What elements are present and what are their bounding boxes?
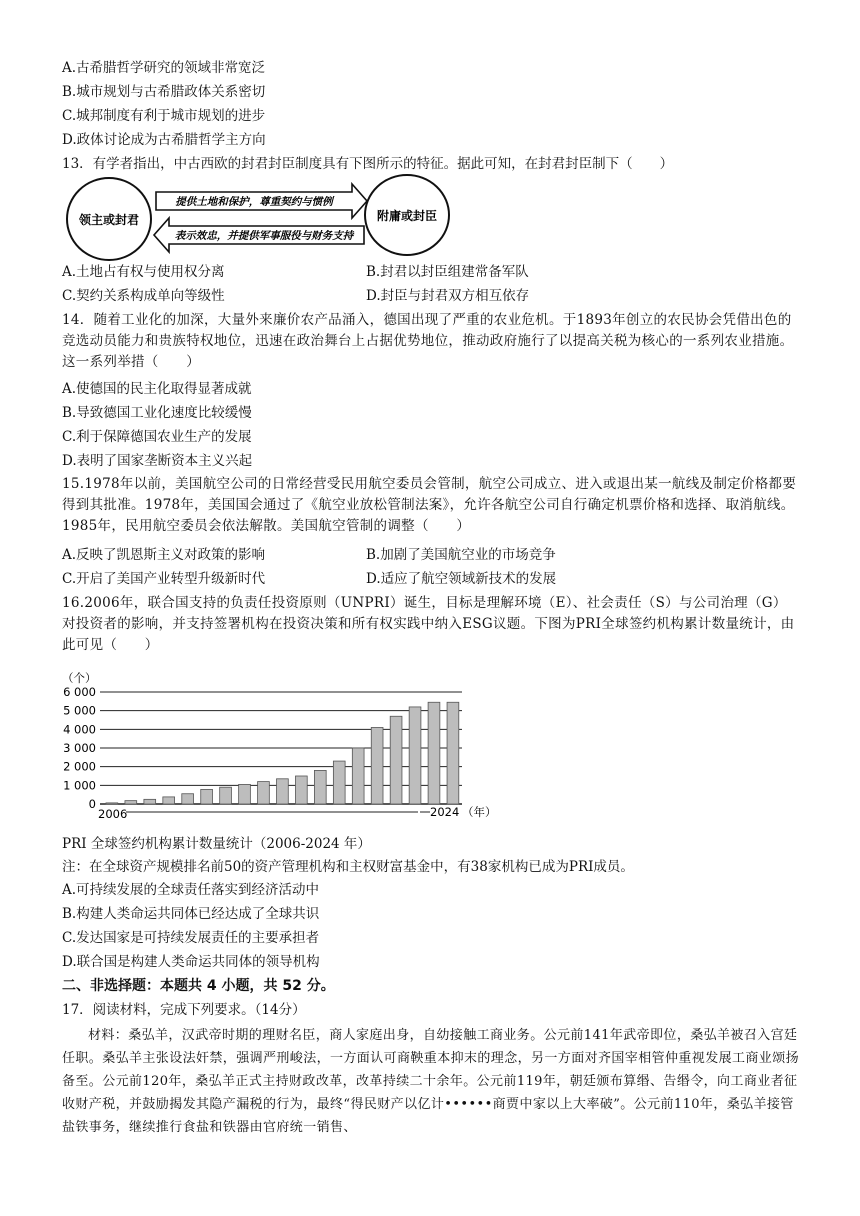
y-tick-label: 2 000 [63, 759, 96, 774]
q15-stem: 15.1978年以前，美国航空公司的日常经营受民用航空委员会管制，航空公司成立、进入或退出某一航线及制定价格都要得到其批准。1978年，美国国会通过了《航空业放松管制法案》，允许各航空公司自行确定机票价格和选择、取消航线。1985年，民用航空委员会依法解散。美国航空管制的调整（ ） [62, 476, 797, 534]
bar [106, 803, 118, 804]
bar [239, 784, 251, 804]
q15-option-a[interactable]: A.反映了凯恩斯主义对政策的影响 [62, 547, 266, 563]
y-tick-label: 5 000 [63, 703, 96, 718]
pri-signatories-bar-chart [60, 664, 500, 824]
bar [182, 794, 194, 804]
q14-stem: 14．随着工业化的加深，大量外来廉价农产品涌入，德国出现了严重的农业危机。于1893年创立的农民协会凭借出色的竞选动员能力和贵族特权地位，迅速在政治舞台上占据优势地位，推动政府施行了以提高关税为核心的一系列农业措施。这一系列举措（ ） [62, 312, 794, 370]
y-tick-label: 0 [88, 797, 96, 811]
q16-option-c[interactable]: C.发达国家是可持续发展责任的主要承担者 [62, 930, 320, 946]
q12-option-b[interactable]: B.城市规划与古希腊政体关系密切 [62, 84, 266, 100]
q12-option-c[interactable]: C.城邦制度有利于城市规划的进步 [62, 108, 266, 124]
bar [447, 702, 459, 804]
q16-option-d[interactable]: D.联合国是构建人类命运共同体的领导机构 [62, 954, 320, 970]
q15-option-b[interactable]: B.加剧了美国航空业的市场竞争 [366, 547, 556, 563]
bar [295, 776, 307, 804]
bar [409, 707, 421, 804]
y-tick-label: 3 000 [63, 741, 96, 755]
bar [201, 789, 213, 804]
q17-stem: 17．阅读材料，完成下列要求。（14分） [62, 1002, 306, 1018]
q16-option-b[interactable]: B.构建人类命运共同体已经达成了全球共识 [62, 906, 320, 922]
q12-option-d[interactable]: D.政体讨论成为古希腊哲学主方向 [62, 132, 266, 148]
q14-option-d[interactable]: D.表明了国家垄断资本主义兴起 [62, 453, 253, 469]
lord-obligation-text: 提供土地和保护，尊重契约与惯例 [175, 196, 333, 208]
q15-option-c[interactable]: C.开启了美国产业转型升级新时代 [62, 571, 266, 587]
bar [220, 787, 232, 804]
bar [428, 702, 440, 804]
feudal-relationship-diagram [64, 174, 464, 264]
bar [371, 727, 383, 804]
q16-option-a[interactable]: A.可持续发展的全球责任落实到经济活动中 [62, 882, 320, 898]
y-tick-label: 4 000 [63, 722, 96, 737]
bar [125, 801, 137, 804]
q13-option-c[interactable]: C.契约关系构成单向等级性 [62, 288, 225, 304]
q13-option-a[interactable]: A.土地占有权与使用权分离 [62, 264, 225, 280]
bar [333, 761, 345, 804]
q13-option-b[interactable]: B.封君以封臣组建常备军队 [366, 264, 529, 280]
lord-label: 领主或封君 [78, 213, 140, 227]
bar [277, 779, 289, 804]
q16-note: 注：在全球资产规模排名前50的资产管理机构和主权财富基金中，有38家机构已成为PRI成员。 [62, 859, 634, 875]
y-axis-unit: （个） [62, 671, 97, 685]
bar [314, 770, 326, 804]
q16-caption: PRI 全球签约机构累计数量统计（2006-2024 年） [62, 836, 371, 852]
vassal-obligation-text: 表示效忠，并提供军事服役与财务支持 [174, 230, 354, 242]
bar [352, 748, 364, 804]
bar [144, 799, 156, 804]
bar [258, 782, 270, 804]
bar [390, 716, 402, 804]
q14-option-c[interactable]: C.利于保障德国农业生产的发展 [62, 429, 252, 445]
x-end-label: 2024 [430, 805, 460, 819]
q14-option-b[interactable]: B.导致德国工业化速度比较缓慢 [62, 405, 252, 421]
x-start-label: 2006 [98, 807, 128, 821]
x-axis-unit: （年） [462, 805, 497, 819]
q13-stem: 13．有学者指出，中古西欧的封君封臣制度具有下图所示的特征。据此可知，在封君封臣制下（ ） [62, 156, 674, 172]
bar [163, 797, 175, 804]
q15-option-d[interactable]: D.适应了航空领域新技术的发展 [366, 571, 557, 587]
q14-option-a[interactable]: A.使德国的民主化取得显著成就 [62, 381, 252, 397]
q17-material: 材料：桑弘羊，汉武帝时期的理财名臣，商人家庭出身，自幼接触工商业务。公元前141年武帝即位，桑弘羊被召入宫廷任职。桑弘羊主张设法奸禁，强调严刑峻法，一方面认可商鞅重本抑末的理念，另一方面对齐国宰相管仲重视发展工商业颂扬备至。公元前120年，桑弘羊正式主持财政改革，改革持续二十余年。公元前119年，朝廷颁布算缗、告缗令，向工商业者征收财产税，并鼓励揭发其隐产漏税的行为，最终“得民财产以亿计••••••商贾中家以上大率破”。公元前110年，桑弘羊接管盐铁事务，继续推行食盐和铁器由官府统一销售、 [62, 1028, 800, 1135]
y-tick-label: 6 000 [63, 685, 96, 699]
section-heading: 二、非选择题：本题共 4 小题，共 52 分。 [62, 978, 335, 994]
q13-option-d[interactable]: D.封臣与封君双方相互依存 [366, 288, 530, 304]
y-tick-label: 1 000 [63, 778, 96, 793]
q16-stem: 16.2006年，联合国支持的负责任投资原则（UNPRI）诞生，目标是理解环境（E）、社会责任（S）与公司治理（G）对投资者的影响，并支持签署机构在投资决策和所有权实践中纳入ESG议题。下图为PRI全球签约机构累计数量统计，由此可见（ ） [62, 595, 795, 653]
q12-option-a[interactable]: A.古希腊哲学研究的领域非常宽泛 [62, 60, 266, 76]
vassal-label: 附庸或封臣 [376, 209, 438, 223]
